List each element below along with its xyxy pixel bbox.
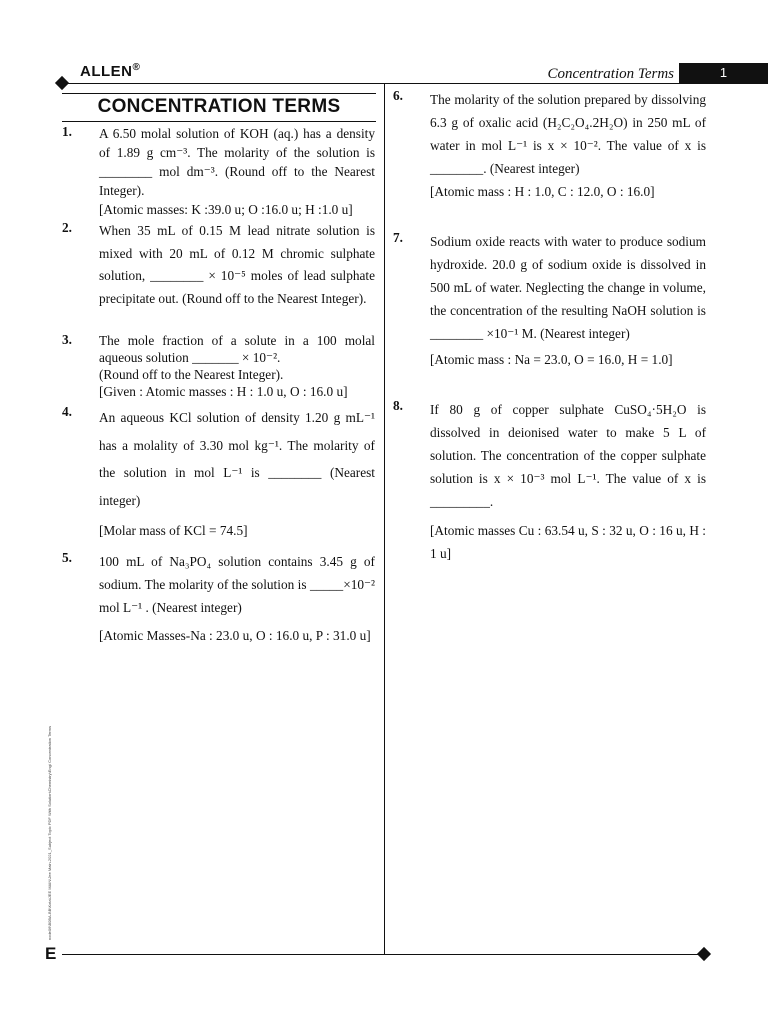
question-text: Sodium oxide reacts with water to produce sodium hydroxide. 20.0 g of sodium oxide is dissolved in 500 mL of water. Neglecting the change in volume, the concentration of the resulting NaOH solution is ________ ×10⁻¹ M. (Nearest integer) [430,234,706,341]
section-title: CONCENTRATION TERMS [62,93,376,122]
question-number: 7. [393,230,403,245]
brand-mark: ® [132,62,141,73]
question-number: 2. [62,220,72,235]
footer-letter: E [45,944,57,963]
page-number: 1 [679,63,768,83]
question-number: 3. [62,332,72,347]
question-note: [Atomic mass : Na = 23.0, O = 16.0, H = 1.0] [430,352,673,367]
question-number: 6. [393,88,403,103]
question-text: 100 mL of Na₃PO₄ solution contains 3.45 g of sodium. The molarity of the solution is _____×10⁻² mol L⁻¹ . (Nearest integer) [99,554,375,615]
question-note: [Atomic masses: K :39.0 u; O :16.0 u; H :1.0 u] [99,202,353,217]
brand-logo [80,62,140,80]
question-note: [Atomic masses Cu : 63.54 u, S : 32 u, O : 16 u, H : 1 u] [430,523,706,561]
question-number: 8. [393,398,403,413]
question-number: 4. [62,404,72,419]
question-text: An aqueous KCl solution of density 1.20 g mL⁻¹ has a molality of 3.30 mol kg⁻¹. The molarity of the solution in mol L⁻¹ is ________ (Nearest integer) [99,410,375,508]
question-text: A 6.50 molal solution of KOH (aq.) has a density of 1.89 g cm⁻³. The molarity of the solution is ________ mol dm⁻³. (Round off to the Nearest Integer). [99,126,375,198]
question-note: (Round off to the Nearest Integer). [99,367,284,382]
question-text: If 80 g of copper sulphate CuSO₄·5H₂O is dissolved in deionised water to make 5 L of solution. The concentration of the copper sulphate solution is x × 10⁻³ mol L⁻¹. The value of x is _________. [430,402,706,509]
column-divider [384,84,385,954]
question-number: 1. [62,124,72,139]
file-path-note: node06\B0BA-BB\Kota\JEE MAIN\Jee Main-2021_Subject Topic PDF With Solution\Chemistry\Eng\ Concentration Terms [47,726,52,940]
header-rule [62,83,768,84]
footer-diamond-right [697,947,711,961]
brand-name: ALLEN [80,63,133,80]
question-number: 5. [62,550,72,565]
footer-rule [62,954,704,955]
question-note: [Given : Atomic masses : H : 1.0 u, O : 16.0 u] [99,384,348,399]
question-note: [Atomic Masses-Na : 23.0 u, O : 16.0 u, P : 31.0 u] [99,628,371,643]
running-title: Concentration Terms [547,66,674,82]
question-note: [Atomic mass : H : 1.0, C : 12.0, O : 16.0] [430,184,655,199]
question-text: The molarity of the solution prepared by dissolving 6.3 g of oxalic acid (H₂C₂O₄.2H₂O) in 250 mL of water in mol L⁻¹ is x × 10⁻². The value of x is ________. (Nearest integer) [430,92,706,176]
question-text: When 35 mL of 0.15 M lead nitrate solution is mixed with 20 mL of 0.12 M chromic sulphate solution, ________ × 10⁻⁵ moles of lead sulphate precipitate out. (Round off to the Nearest Integer). [99,223,375,306]
question-note: [Molar mass of KCl = 74.5] [99,523,248,538]
question-text: The mole fraction of a solute in a 100 molal aqueous solution _______ × 10⁻². [99,333,375,365]
